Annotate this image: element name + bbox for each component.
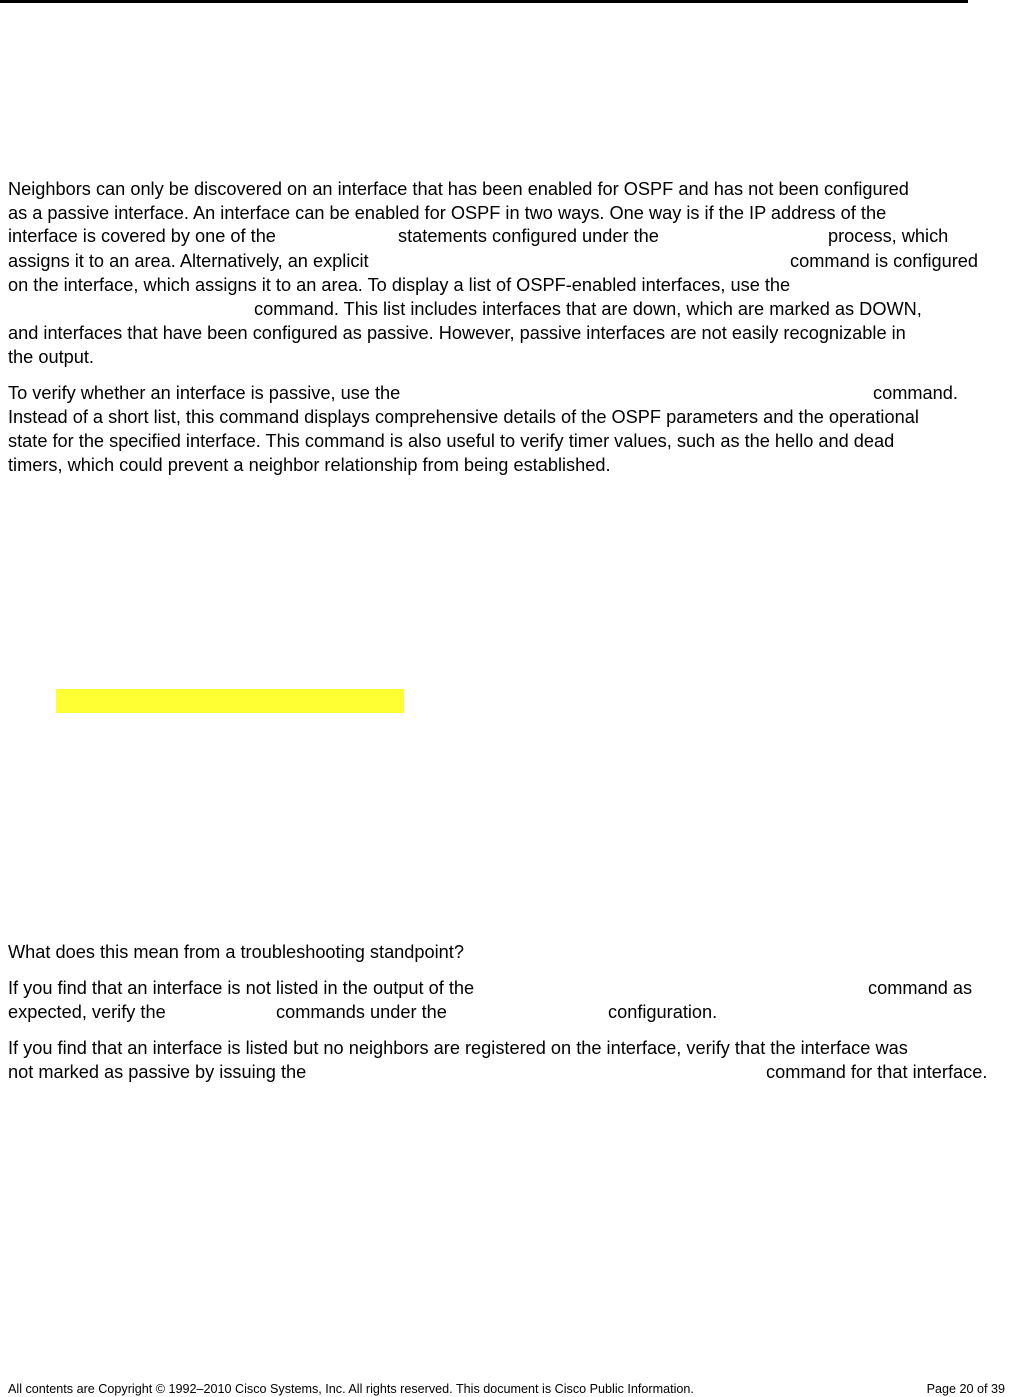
text-fragment: If you find that an interface is not listed in the output of the	[8, 978, 475, 998]
text-line: state for the specified interface. This command is also useful to verify timer values, such as the hello and dead	[8, 431, 895, 451]
text-fragment: assigns it to an area. Alternatively, an explicit	[8, 251, 369, 271]
text-line: If you find that an interface is listed but no neighbors are registered on the interface, verify that the interface was	[8, 1038, 908, 1058]
text-fragment: To verify whether an interface is passive, use the	[8, 383, 401, 403]
text-fragment: command.	[873, 383, 958, 403]
text-line: on the interface, which assigns it to an area. To display a list of OSPF-enabled interfaces, use the	[8, 275, 791, 295]
text-fragment: not marked as passive by issuing the	[8, 1062, 307, 1082]
footer-page-number: Page 20 of 39	[926, 1382, 1005, 1396]
text-fragment: command is configured	[790, 251, 979, 271]
text-line: and interfaces that have been configured as passive. However, passive interfaces are not easily recognizable in	[8, 323, 906, 343]
text-fragment: expected, verify the	[8, 1002, 166, 1022]
footer-copyright: All contents are Copyright © 1992–2010 Cisco Systems, Inc. All rights reserved. This document is Cisco Public Information.	[8, 1382, 694, 1396]
text-fragment: statements configured under the	[398, 226, 659, 246]
text-fragment: configuration.	[608, 1002, 718, 1022]
text-line: Neighbors can only be discovered on an interface that has been enabled for OSPF and has not been configured	[8, 179, 909, 199]
text-line: as a passive interface. An interface can be enabled for OSPF in two ways. One way is if the IP address of the	[8, 203, 887, 223]
text-fragment: commands under the	[276, 1002, 447, 1022]
header-rule	[0, 0, 968, 3]
highlight-bar	[56, 689, 404, 713]
text-fragment: command as	[868, 978, 973, 998]
text-line: Instead of a short list, this command displays comprehensive details of the OSPF parameters and the operational	[8, 407, 919, 427]
text-line: timers, which could prevent a neighbor relationship from being established.	[8, 455, 611, 475]
text-line: the output.	[8, 347, 94, 367]
text-fragment: command. This list includes interfaces that are down, which are marked as DOWN,	[254, 299, 922, 319]
text-fragment: process, which	[828, 226, 949, 246]
text-fragment: command for that interface.	[766, 1062, 988, 1082]
question-heading: What does this mean from a troubleshooting standpoint?	[8, 942, 464, 962]
text-fragment: interface is covered by one of the	[8, 226, 276, 246]
